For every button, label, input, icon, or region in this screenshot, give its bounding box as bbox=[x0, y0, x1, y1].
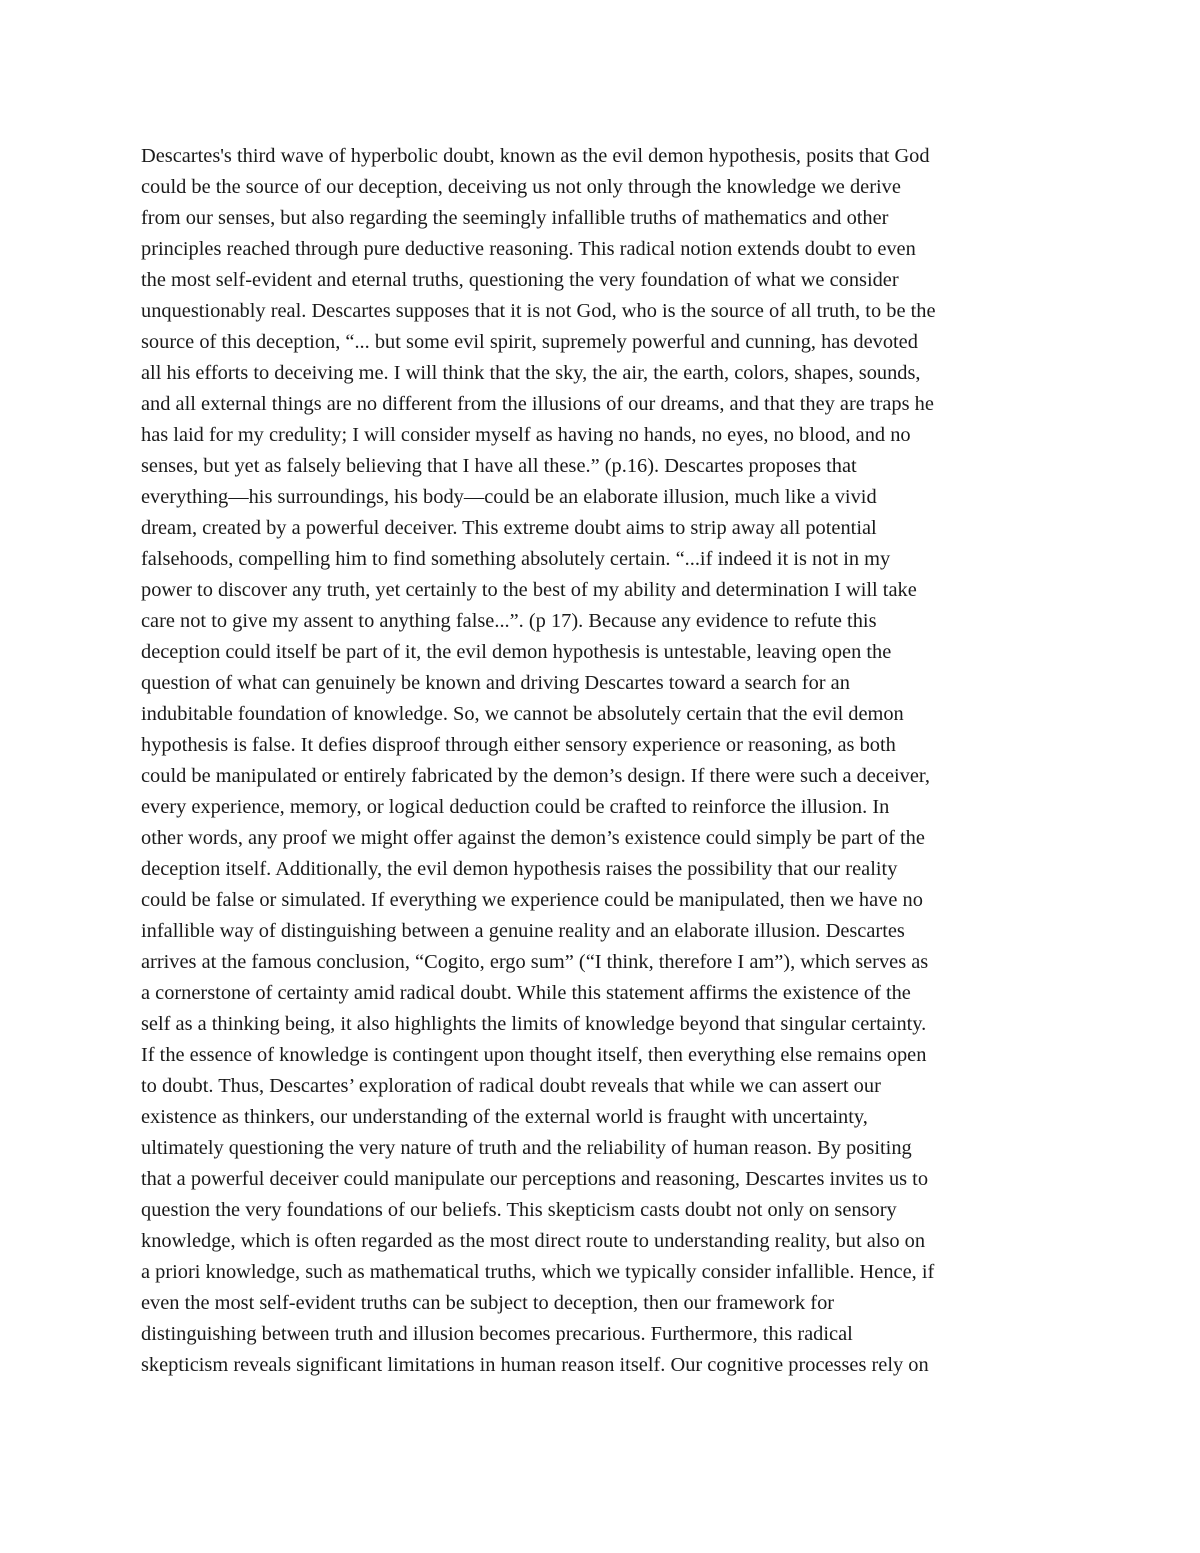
text-line: senses, but yet as falsely believing that I have all these.” (p.16). Descartes proposes that bbox=[141, 455, 857, 477]
text-line: could be the source of our deception, deceiving us not only through the knowledge we derive bbox=[141, 176, 901, 198]
text-line: the most self-evident and eternal truths, questioning the very foundation of what we consider bbox=[141, 269, 899, 291]
text-line: other words, any proof we might offer against the demon’s existence could simply be part of the bbox=[141, 827, 925, 849]
text-line: has laid for my credulity; I will consider myself as having no hands, no eyes, no blood, and no bbox=[141, 424, 911, 446]
text-line: infallible way of distinguishing between a genuine reality and an elaborate illusion. Descartes bbox=[141, 920, 905, 942]
text-line: knowledge, which is often regarded as the most direct route to understanding reality, but also on bbox=[141, 1230, 926, 1252]
text-line: distinguishing between truth and illusion becomes precarious. Furthermore, this radical bbox=[141, 1323, 853, 1345]
text-line: If the essence of knowledge is contingent upon thought itself, then everything else remains open bbox=[141, 1044, 927, 1066]
text-line: question the very foundations of our beliefs. This skepticism casts doubt not only on sensory bbox=[141, 1199, 897, 1221]
text-line: power to discover any truth, yet certainly to the best of my ability and determination I will take bbox=[141, 579, 917, 601]
text-line: from our senses, but also regarding the seemingly infallible truths of mathematics and other bbox=[141, 207, 889, 229]
text-line: arrives at the famous conclusion, “Cogito, ergo sum” (“I think, therefore I am”), which serves as bbox=[141, 951, 929, 973]
text-line: all his efforts to deceiving me. I will think that the sky, the air, the earth, colors, shapes, sounds, bbox=[141, 362, 921, 384]
body-paragraph bbox=[141, 141, 1066, 1381]
text-line: even the most self-evident truths can be subject to deception, then our framework for bbox=[141, 1292, 835, 1314]
text-line: deception could itself be part of it, the evil demon hypothesis is untestable, leaving open the bbox=[141, 641, 892, 663]
text-line: self as a thinking being, it also highlights the limits of knowledge beyond that singular certainty. bbox=[141, 1013, 927, 1035]
text-line: every experience, memory, or logical deduction could be crafted to reinforce the illusion. In bbox=[141, 796, 890, 818]
text-line: hypothesis is false. It defies disproof through either sensory experience or reasoning, as both bbox=[141, 734, 896, 756]
text-line: deception itself. Additionally, the evil demon hypothesis raises the possibility that our reality bbox=[141, 858, 898, 880]
text-line: dream, created by a powerful deceiver. This extreme doubt aims to strip away all potential bbox=[141, 517, 877, 539]
text-line: to doubt. Thus, Descartes’ exploration of radical doubt reveals that while we can assert our bbox=[141, 1075, 881, 1097]
text-line: could be false or simulated. If everything we experience could be manipulated, then we have no bbox=[141, 889, 923, 911]
text-line: and all external things are no different from the illusions of our dreams, and that they are traps he bbox=[141, 393, 934, 415]
text-line: a priori knowledge, such as mathematical truths, which we typically consider infallible. Hence, if bbox=[141, 1261, 935, 1283]
text-line: existence as thinkers, our understanding of the external world is fraught with uncertainty, bbox=[141, 1106, 868, 1128]
text-line: ultimately questioning the very nature of truth and the reliability of human reason. By positing bbox=[141, 1137, 912, 1159]
text-line: could be manipulated or entirely fabricated by the demon’s design. If there were such a deceiver, bbox=[141, 765, 931, 787]
text-line: a cornerstone of certainty amid radical doubt. While this statement affirms the existence of the bbox=[141, 982, 911, 1004]
text-line: question of what can genuinely be known and driving Descartes toward a search for an bbox=[141, 672, 850, 694]
text-line: indubitable foundation of knowledge. So, we cannot be absolutely certain that the evil demon bbox=[141, 703, 904, 725]
text-line: source of this deception, “... but some evil spirit, supremely powerful and cunning, has devoted bbox=[141, 331, 918, 353]
text-line: everything—his surroundings, his body—could be an elaborate illusion, much like a vivid bbox=[141, 486, 877, 508]
text-line: unquestionably real. Descartes supposes that it is not God, who is the source of all truth, to be the bbox=[141, 300, 936, 322]
text-line: principles reached through pure deductive reasoning. This radical notion extends doubt to even bbox=[141, 238, 916, 260]
text-line: falsehoods, compelling him to find something absolutely certain. “...if indeed it is not in my bbox=[141, 548, 891, 570]
text-line: that a powerful deceiver could manipulate our perceptions and reasoning, Descartes invites us to bbox=[141, 1168, 929, 1190]
text-line: Descartes's third wave of hyperbolic doubt, known as the evil demon hypothesis, posits that God bbox=[141, 145, 930, 167]
text-line: skepticism reveals significant limitations in human reason itself. Our cognitive processes rely on bbox=[141, 1354, 929, 1376]
text-line: care not to give my assent to anything false...”. (p 17). Because any evidence to refute this bbox=[141, 610, 877, 632]
